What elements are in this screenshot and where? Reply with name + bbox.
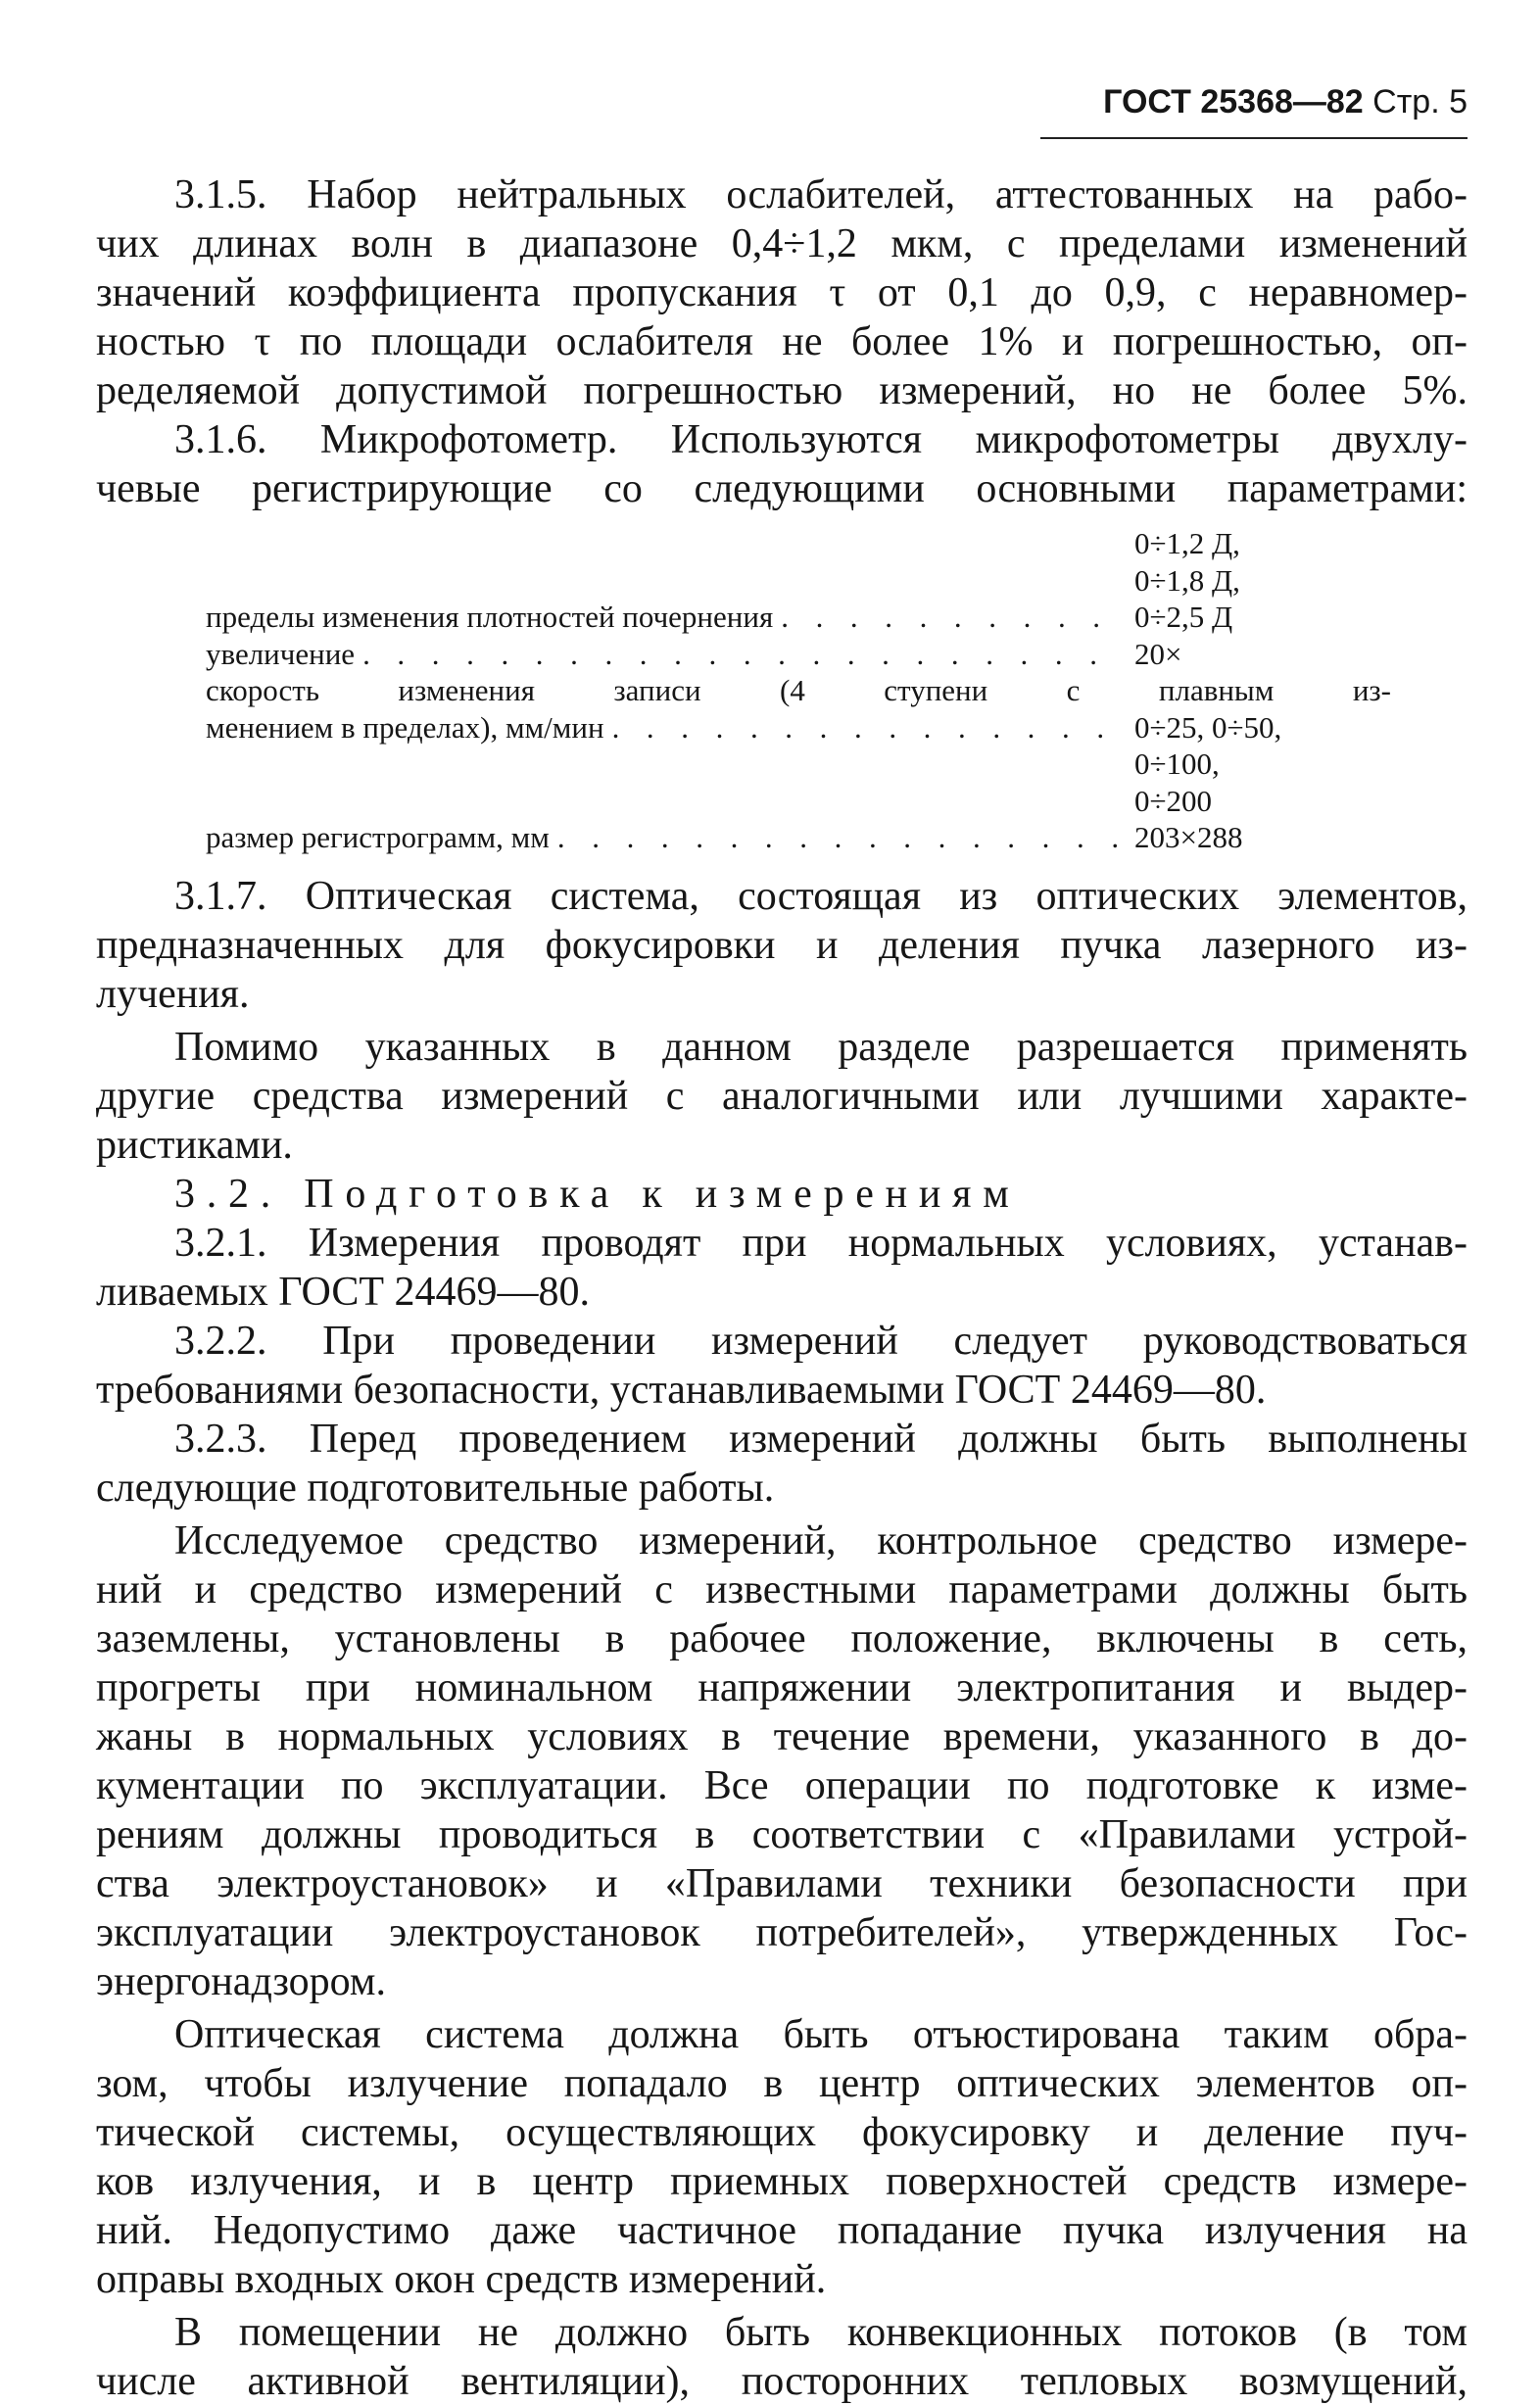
text-line: ков излучения, и в центр приемных поверхностей средств измере- bbox=[96, 2158, 1468, 2204]
text-line: зом, чтобы излучение попадало в центр оптических элементов оп- bbox=[96, 2060, 1468, 2106]
paragraph-note bbox=[96, 1023, 1468, 1170]
text-line: оправы входных окон средств измерений. bbox=[96, 2256, 827, 2302]
text-line: 3.2.1. Измерения проводят при нормальных условиях, устанав- bbox=[174, 1220, 1468, 1266]
text-line: ний и средство измерений с известными параметрами должны быть bbox=[96, 1566, 1468, 1612]
text-line: ределяемой допустимой погрешностью измерений, но не более 5%. bbox=[96, 368, 1468, 413]
param-density-values: 0÷1,2 Д, 0÷1,8 Д, 0÷2,5 Д bbox=[1134, 526, 1240, 634]
document-body bbox=[96, 170, 1468, 2406]
text-line: требованиями безопасности, устанавливаемыми ГОСТ 24469—80. bbox=[96, 1367, 1267, 1413]
text-line: ства электроустановок» и «Правилами техники безопасности при bbox=[96, 1860, 1468, 1906]
param-speed-label-line1: скорость изменения записи (4 ступени с плавным из- bbox=[206, 673, 1391, 707]
text-line: чевые регистрирующие со следующими основными параметрами: bbox=[96, 466, 1468, 511]
text-line: 3.1.7. Оптическая система, состоящая из оптических элементов, bbox=[174, 873, 1468, 919]
text-line: 3.1.5. Набор нейтральных ослабителей, аттестованных на рабо- bbox=[174, 172, 1468, 217]
text-line: лучения. bbox=[96, 971, 250, 1017]
paragraph-3-1-7 bbox=[96, 872, 1468, 1019]
param-size-value: 203×288 bbox=[1134, 820, 1243, 854]
paragraph-room bbox=[96, 2308, 1468, 2406]
text-line: следующие подготовительные работы. bbox=[96, 1465, 775, 1511]
standard-number: ГОСТ 25368—82 bbox=[1103, 83, 1364, 120]
text-line: Оптическая система должна быть отъюстирована таким обра- bbox=[174, 2011, 1468, 2057]
text-line: предназначенных для фокусировки и деления пучка лазерного из- bbox=[96, 922, 1468, 968]
text-line: кументации по эксплуатации. Все операции по подготовке к изме- bbox=[96, 1762, 1468, 1808]
text-line: Исследуемое средство измерений, контрольное средство измере- bbox=[174, 1517, 1468, 1564]
paragraph-optics bbox=[96, 2010, 1468, 2304]
text-line: энергонадзором. bbox=[96, 1958, 386, 2004]
text-line: заземлены, установлены в рабочее положение, включены в сеть, bbox=[96, 1615, 1468, 1661]
param-speed-values: 0÷25, 0÷50, 0÷100, 0÷200 bbox=[1134, 709, 1282, 818]
param-density-label: пределы изменения плотностей почернения . . . bbox=[206, 525, 1117, 636]
paragraph-3-2-1 bbox=[96, 1219, 1468, 1317]
text-line: 3.1.6. Микрофотометр. Используются микрофотометры двухлу- bbox=[174, 417, 1468, 462]
param-speed-label-line2: менением в пределах), мм/мин . . . bbox=[206, 709, 1117, 820]
text-line: ний. Недопустимо даже частичное попадание пучка излучения на bbox=[96, 2207, 1468, 2253]
paragraph-3-2-3 bbox=[96, 1415, 1468, 1513]
section-title-3-2: 3.2. Подготовка к измерениям bbox=[174, 1171, 1021, 1217]
text-line: В помещении не должно быть конвекционных потоков (в том bbox=[174, 2309, 1468, 2355]
text-line: рениям должны проводиться в соответствии с «Правилами устрой- bbox=[96, 1811, 1468, 1857]
text-line: 3.2.2. При проведении измерений следует руководствоваться bbox=[174, 1318, 1468, 1364]
text-line: ливаемых ГОСТ 24469—80. bbox=[96, 1269, 591, 1315]
page-number: Стр. 5 bbox=[1372, 83, 1468, 120]
text-line: ристиками. bbox=[96, 1122, 293, 1168]
text-line: прогреты при номинальном напряжении электропитания и выдер- bbox=[96, 1664, 1468, 1710]
text-line: значений коэффициента пропускания τ от 0,1 до 0,9, с неравномер- bbox=[96, 270, 1468, 315]
param-magnification-label: увеличение . . . bbox=[206, 636, 1117, 673]
text-line: другие средства измерений с аналогичными или лучшими характе- bbox=[96, 1073, 1468, 1119]
param-size-label: размер регистрограмм, мм . . . bbox=[206, 819, 1117, 856]
microphotometer-params bbox=[206, 525, 1391, 856]
text-line: Помимо указанных в данном разделе разрешается применять bbox=[174, 1024, 1468, 1070]
text-line: тической системы, осуществляющих фокусировку и деление пуч- bbox=[96, 2109, 1468, 2155]
page-header bbox=[980, 82, 1468, 122]
text-line: жаны в нормальных условиях в течение времени, указанного в до- bbox=[96, 1713, 1468, 1759]
text-line: числе активной вентиляции), посторонних тепловых возмущений, bbox=[96, 2358, 1468, 2404]
header-rule bbox=[1040, 137, 1468, 139]
paragraph-3-1-6 bbox=[96, 415, 1468, 513]
paragraph-3-1-5 bbox=[96, 170, 1468, 415]
text-line: 3.2.3. Перед проведением измерений должны быть выполнены bbox=[174, 1416, 1468, 1462]
text-line: эксплуатации электроустановок потребителей», утвержденных Гос- bbox=[96, 1909, 1468, 1955]
paragraph-3-2-2 bbox=[96, 1317, 1468, 1415]
paragraph-preparation bbox=[96, 1516, 1468, 2006]
text-line: чих длинах волн в диапазоне 0,4÷1,2 мкм, с пределами изменений bbox=[96, 221, 1468, 266]
param-magnification-value: 20× bbox=[1134, 636, 1182, 671]
text-line: ностью τ по площади ослабителя не более 1% и погрешностью, оп- bbox=[96, 319, 1468, 364]
